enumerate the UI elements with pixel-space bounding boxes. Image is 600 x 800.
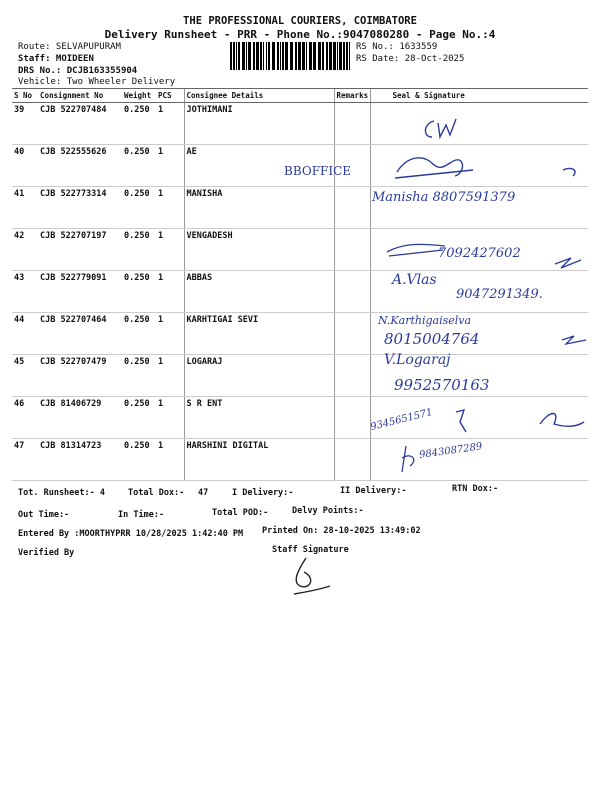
rs-no-label: RS No.: 1633559 — [356, 42, 438, 52]
remarks-cell — [334, 355, 370, 397]
sno-cell: 44 — [12, 313, 38, 355]
verified-by-label: Verified By — [18, 548, 75, 558]
sno-cell: 46 — [12, 397, 38, 439]
remarks-cell — [334, 271, 370, 313]
remarks-cell — [334, 439, 370, 481]
drs-label: DRS No.: DCJB163355904 — [18, 66, 138, 76]
total-dox-value: 47 — [198, 488, 209, 498]
pcs-cell: 1 — [156, 145, 184, 187]
handwritten-number: 7092427602 — [438, 246, 521, 261]
table-row — [12, 355, 588, 397]
signature-scribble-icon — [393, 150, 583, 184]
i-delivery-label: I Delivery:- — [232, 488, 294, 498]
out-time-label: Out Time:- — [18, 510, 70, 520]
sno-cell: 42 — [12, 229, 38, 271]
remarks-cell — [334, 313, 370, 355]
remarks-cell — [334, 103, 370, 145]
col-seal-signature: Seal & Signature — [370, 89, 588, 103]
consignee-cell: JOTHIMANI — [184, 103, 334, 145]
consignment-cell: CJB 522779091 — [38, 271, 122, 313]
handwritten-name: A.Vlas — [392, 272, 437, 288]
consignment-cell: CJB 522707197 — [38, 229, 122, 271]
barcode-icon — [230, 42, 352, 70]
pcs-cell: 1 — [156, 397, 184, 439]
col-weight: Weight — [122, 89, 156, 103]
col-remarks: Remarks — [334, 89, 370, 103]
vehicle-label: Vehicle: Two Wheeler Delivery — [18, 77, 176, 87]
staff-label: Staff: MOIDEEN — [18, 54, 94, 64]
ii-delivery-label: II Delivery:- — [340, 486, 407, 496]
col-consignee: Consignee Details — [184, 89, 334, 103]
consignee-cell: ABBAS — [184, 271, 334, 313]
rtn-dox-label: RTN Dox:- — [452, 484, 499, 494]
table-row — [12, 103, 588, 145]
remarks-cell — [334, 397, 370, 439]
office-stamp-note: BBOFFICE — [284, 164, 352, 178]
consignee-cell: MANISHA — [184, 187, 334, 229]
route-label: Route: SELVAPUPURAM — [18, 42, 121, 52]
total-pod-label: Total POD:- — [212, 508, 269, 518]
weight-cell: 0.250 — [122, 355, 156, 397]
pcs-cell: 1 — [156, 355, 184, 397]
weight-cell: 0.250 — [122, 103, 156, 145]
handwritten-number: 9345651571 — [369, 406, 434, 433]
pcs-cell: 1 — [156, 271, 184, 313]
weight-cell: 0.250 — [122, 271, 156, 313]
consignment-cell: CJB 522707464 — [38, 313, 122, 355]
consignee-cell: LOGARAJ — [184, 355, 334, 397]
pcs-cell: 1 — [156, 103, 184, 145]
weight-cell: 0.250 — [122, 187, 156, 229]
runsheet-subtitle: Delivery Runsheet - PRR - Phone No.:9047080280 - Page No.:4 — [104, 28, 496, 41]
consignment-cell: CJB 522707484 — [38, 103, 122, 145]
consignee-cell: S R ENT — [184, 397, 334, 439]
pcs-cell: 1 — [156, 439, 184, 481]
delvy-points-label: Delvy Points:- — [292, 506, 364, 516]
pcs-cell: 1 — [156, 229, 184, 271]
printed-on: Printed On: 28-10-2025 13:49:02 — [262, 526, 421, 536]
col-consignment: Consignment No — [38, 89, 122, 103]
signature-scribble-icon — [450, 402, 586, 438]
entered-by: Entered By :MOORTHYPRR 10/28/2025 1:42:40 PM — [18, 529, 244, 539]
weight-cell: 0.250 — [122, 145, 156, 187]
consignee-cell: KARHTIGAI SEVI — [184, 313, 334, 355]
total-dox-label: Total Dox:- — [128, 488, 185, 498]
pcs-cell: 1 — [156, 313, 184, 355]
signature-cell — [370, 103, 588, 145]
staff-signature-label: Staff Signature — [272, 545, 349, 555]
col-pcs: PCS — [156, 89, 184, 103]
handwritten-name: V.Logaraj — [384, 352, 451, 368]
consignee-cell: VENGADESH — [184, 229, 334, 271]
tot-runsheet: Tot. Runsheet:- 4 — [18, 488, 105, 498]
sno-cell: 40 — [12, 145, 38, 187]
table-row — [12, 439, 588, 481]
consignment-cell: CJB 522555626 — [38, 145, 122, 187]
table-header-row — [12, 89, 588, 103]
table-row — [12, 313, 588, 355]
col-sno: S No — [12, 89, 38, 103]
sno-cell: 45 — [12, 355, 38, 397]
weight-cell: 0.250 — [122, 397, 156, 439]
company-title: THE PROFESSIONAL COURIERS, COIMBATORE — [183, 15, 417, 27]
handwritten-number: 9843087289 — [418, 441, 484, 461]
signature-scribble-icon — [420, 115, 464, 145]
handwritten-name: Manisha 8807591379 — [372, 190, 516, 205]
consignment-cell: CJB 522773314 — [38, 187, 122, 229]
pcs-cell: 1 — [156, 187, 184, 229]
consignment-cell: CJB 81314723 — [38, 439, 122, 481]
handwritten-number: 9047291349. — [456, 287, 543, 302]
staff-signature-scribble-icon — [284, 556, 334, 600]
weight-cell: 0.250 — [122, 229, 156, 271]
consignee-cell: HARSHINI DIGITAL — [184, 439, 334, 481]
signature-scribble-icon — [560, 332, 588, 348]
handwritten-number: 8015004764 — [384, 330, 480, 348]
weight-cell: 0.250 — [122, 439, 156, 481]
sno-cell: 41 — [12, 187, 38, 229]
remarks-cell — [334, 229, 370, 271]
remarks-cell — [334, 187, 370, 229]
rs-date-label: RS Date: 28-Oct-2025 — [356, 54, 465, 64]
consignment-cell: CJB 81406729 — [38, 397, 122, 439]
consignee-cell: AE — [184, 145, 334, 187]
sno-cell: 39 — [12, 103, 38, 145]
sno-cell: 47 — [12, 439, 38, 481]
signature-scribble-icon — [398, 444, 422, 474]
handwritten-name: N.Karthigaiselva — [378, 314, 472, 327]
sno-cell: 43 — [12, 271, 38, 313]
weight-cell: 0.250 — [122, 313, 156, 355]
handwritten-number: 9952570163 — [394, 376, 490, 394]
consignment-cell: CJB 522707479 — [38, 355, 122, 397]
in-time-label: In Time:- — [118, 510, 165, 520]
